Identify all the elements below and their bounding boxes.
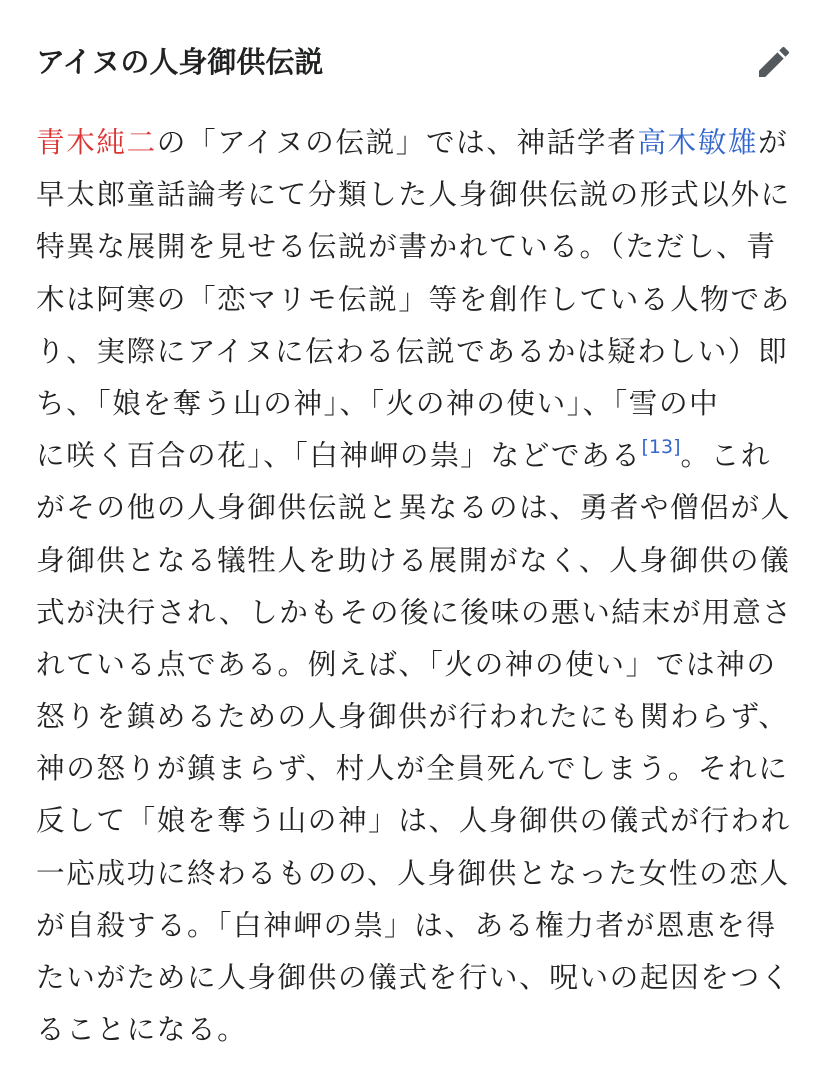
text-line: 早太郎童話論考にて分類した人身御供伝説の形式以外に	[36, 177, 791, 212]
text-line: がその他の人身御供伝説と異なるのは、勇者や僧侶が人	[36, 490, 791, 525]
link-aoki-junji[interactable]: 青木純二	[36, 125, 157, 159]
link-takagi-toshio[interactable]: 高木敏雄	[637, 125, 759, 159]
section-header	[36, 34, 796, 90]
text-line: れている点である。例えば、「火の神の使い」では神の	[36, 646, 777, 681]
text-line: ち、「娘を奪う山の神」、「火の神の使い」、「雪の中	[36, 385, 720, 420]
text-fragment: 。これ	[680, 438, 772, 473]
text-line: 神の怒りが鎮まらず、村人が全員死んでしまう。それに	[36, 751, 789, 786]
text-line: 身御供となる犠牲人を助ける展開がなく、人身御供の儀	[36, 542, 791, 577]
section-title: アイヌの人身御供伝説	[36, 45, 324, 79]
text-line: が自殺する。「白神岬の祟」は、ある権力者が恩恵を得	[36, 907, 777, 942]
text-line: り、実際にアイヌに伝わる伝説であるかは疑わしい）即	[36, 333, 789, 368]
text-line: 一応成功に終わるものの、人身御供となった女性の恋人	[36, 855, 790, 890]
text-line: 木は阿寒の「恋マリモ伝説」等を創作している人物であ	[36, 281, 791, 316]
text-line: 怒りを鎮めるための人身御供が行われたにも関わらず、	[36, 699, 789, 734]
text-line: 反して「娘を奪う山の神」は、人身御供の儀式が行われ	[36, 803, 791, 838]
text-fragment: に咲く百合の花」、「白神岬の祟」などである	[36, 438, 642, 473]
text-line	[36, 116, 796, 168]
text-line: 特異な展開を見せる伝説が書かれている。（ただし、青	[36, 229, 777, 264]
reference-13[interactable]	[641, 436, 680, 458]
text-line: 式が決行され、しかもその後に後味の悪い結末が用意さ	[36, 594, 793, 629]
text-fragment: の「アイヌの伝説」では、神話学者	[156, 125, 638, 159]
text-fragment: が	[758, 125, 789, 159]
text-line: たいがために人身御供の儀式を行い、呪いの起因をつく	[36, 960, 791, 994]
article-paragraph	[36, 116, 796, 1055]
pencil-edit-icon[interactable]	[754, 42, 794, 82]
reference-link[interactable]: [13]	[641, 436, 681, 459]
text-line: ることになる。	[36, 1012, 248, 1047]
text-line	[36, 429, 796, 481]
